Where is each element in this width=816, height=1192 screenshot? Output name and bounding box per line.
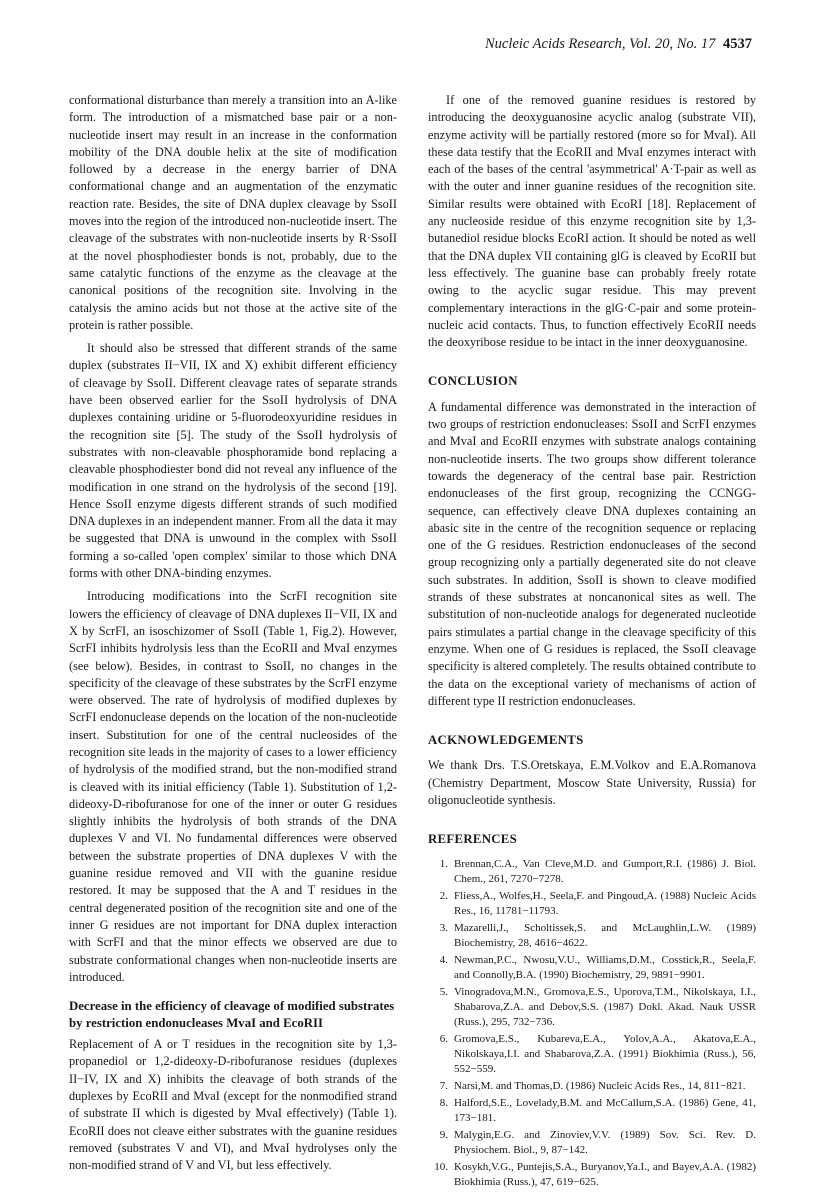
reference-text: Vinogradova,M.N., Gromova,E.S., Uporova,T.M., Nikolskaya, I.I., Shabarova,Z.A. and Debov,S.S. (1987) Dokl. Akad. Nauk USSR (Russ.), 295, 732−736. — [454, 985, 756, 1028]
reference-text: Halford,S.E., Lovelady,B.M. and McCallum,S.A. (1986) Gene, 41, 173−181. — [454, 1096, 756, 1124]
paragraph: conformational disturbance than merely a transition into an A-like form. The introduction of a mismatched base pair or a non-nucleotide insert may result in an increase in the conformation mobility of the DNA double helix at the site of modification followed by a decrease in the energy barrier of DNA conformational change and an augmentation of the enzymatic reaction rate. Besides, the site of DNA duplex cleavage by SsoII moves into the region of the introduced non-nucleotide insert. The cleavage of the substrates with non-nucleotide inserts by R·SsoII at the novel phosphodiester bonds is not, probably, due to the same catalytic functions of the enzyme as the cleavage at the canonical positions of the recognition site. Involving in the catalysis the amino acids but not those at the active site of the protein is rather possible. — [69, 93, 397, 332]
reference-item — [428, 889, 756, 919]
reference-item — [428, 953, 756, 983]
acknowledgements-text: We thank Drs. T.S.Oretskaya, E.M.Volkov and E.A.Romanova (Chemistry Department, Moscow State University, Russia) for oligonucleotide synthesis. — [428, 758, 756, 807]
references-heading: REFERENCES — [428, 832, 518, 847]
reference-number: 10. — [434, 1160, 448, 1173]
paragraph: If one of the removed guanine residues is restored by introducing the deoxyguanosine acyclic analog (substrate VII), enzyme activity will be partially restored (more so for MvaI). All these data testify that the EcoRII and MvaI enzymes interact with each of the bases of the central 'asymmetrical' A·T-pair as well as with the outer and inner guanine residues of the recognition site. Similar results were obtained with EcoRI [18]. Replacement of any nucleoside residue of this enzyme recognition site by 1,3-butanediol residue blocks EcoRI action. It should be noted as well that the DNA duplex VII containing glG is cleaved by EcoRII but less effectively. The guanine base can probably freely rotate owing to the acyclic sugar residue. This may prevent complementary interactions in the glG·C-pair and some protein-nucleic acid contacts. Thus, to function effectively EcoRII needs the deoxyribose residue to be intact in the inner deoxyguanosine. — [428, 93, 756, 350]
reference-number: 1. — [439, 857, 448, 870]
running-header — [485, 36, 752, 53]
reference-item — [428, 921, 756, 951]
reference-text: Mazarelli,J., Scholtissek,S. and McLaughlin,L.W. (1989) Biochemistry, 28, 4616−4622. — [454, 921, 756, 949]
conclusion-text: A fundamental difference was demonstrated in the interaction of two groups of restriction endonucleases: SsoII and ScrFI enzymes and MvaI and EcoRII enzymes with substrate analogs containing non-nucleotide inserts. The two groups show different tolerance towards the degeneracy of the central base pair. Restriction endonucleases of the first group, recognizing the CCNGG-sequence, can effectively cleave DNA duplexes containing an abasic site in the centre of the recognition sequence or replacing one of the G residues. Restriction endonucleases of the second group recognizing only a partially degenerated site do not cleave such substrates. In addition, SsoII is shown to cleave modified strands of these substrates at noncanonical sites as well. The substitution of non-nucleotide analogs for degenerated nucleotide pairs stimulates a partial change in the cleavage specificity of this enzyme. When one of G residues is replaced, the SsoII cleavage specificity is altered completely. The results obtained contribute to the data on the exceptional variety of mechanisms of action of different type II restriction endonucleases. — [428, 399, 756, 708]
reference-item — [428, 1160, 756, 1190]
reference-text: Fliess,A., Wolfes,H., Seela,F. and Pingoud,A. (1988) Nucleic Acids Res., 16, 11781−11793. — [454, 889, 756, 917]
reference-text: Newman,P.C., Nwosu,V.U., Williams,D.M., Cosstick,R., Seela,F. and Connolly,B.A. (1990) Biochemistry, 29, 9891−9901. — [454, 953, 756, 981]
reference-number: 9. — [439, 1128, 448, 1141]
reference-number: 6. — [439, 1032, 448, 1045]
page-number: 4537 — [723, 36, 752, 52]
reference-number: 7. — [439, 1079, 448, 1092]
reference-item — [428, 1128, 756, 1158]
reference-item — [428, 985, 756, 1030]
paragraph: Replacement of A or T residues in the recognition site by 1,3-propanediol or 1,2-dideoxy-D-ribofuranose residues (duplexes II−IV, IX and X) inhibits the cleavage of both strands of the duplexes by EcoRII and MvaI (except for the nonmodified strand of substrate II which is digested by MvaI effectively) (Table 1). EcoRII does not cleave either substrates with the guanine residues removed (substrates V and VI), and MvaI hydrolyses only the non-modified strand of V and VI, but less effectively. — [69, 1037, 397, 1173]
reference-text: Narsi,M. and Thomas,D. (1986) Nucleic Acids Res., 14, 811−821. — [454, 1079, 746, 1092]
left-column — [69, 92, 397, 1175]
reference-text: Kosykh,V.G., Puntejis,S.A., Buryanov,Ya.I., and Bayev,A.A. (1982) Biokhimia (Russ.), 47, 619−625. — [454, 1160, 756, 1188]
conclusion-heading: CONCLUSION — [428, 374, 518, 389]
acknowledgements-heading: ACKNOWLEDGEMENTS — [428, 733, 584, 748]
reference-text: Gromova,E.S., Kubareva,E.A., Yolov,A.A., Akatova,E.A., Nikolskaya,I.I. and Shabarova,Z.A. (1991) Biokhimia (Russ.), 56, 552−559. — [454, 1032, 756, 1075]
reference-item — [428, 857, 756, 887]
subsection-heading: Decrease in the efficiency of cleavage of modified substrates by restriction endonucleases MvaI and EcoRII — [69, 999, 395, 1031]
reference-number: 8. — [439, 1096, 448, 1109]
right-column — [428, 92, 756, 1192]
reference-number: 4. — [439, 953, 448, 966]
reference-text: Brennan,C.A., Van Cleve,M.D. and Gumport,R.I. (1986) J. Biol. Chem., 261, 7270−7278. — [454, 857, 756, 885]
reference-item — [428, 1096, 756, 1126]
reference-number: 2. — [439, 889, 448, 902]
reference-item — [428, 1079, 756, 1094]
paragraph: Introducing modifications into the ScrFI recognition site lowers the efficiency of cleavage of DNA duplexes II−VII, IX and X by ScrFI, an isoschizomer of SsoII (Table 1, Fig.2). However, ScrFI inhibits hydrolysis less than the EcoRII and MvaI enzymes (see below). Besides, in contrast to SsoII, no changes in the specificity of the cleavage of these substrates by the ScrFI enzyme were observed. The rate of hydrolysis of modified duplexes by ScrFI endonuclease depends on the location of the non-nucleotide insert. Substitution for one of the central nucleosides of the recognition site leads in the majority of cases to a lower efficiency of hydrolysis of the modified strand, but the non-modified strand is cleaved with its initial efficiency (Table 1). Substitution of 1,2-dideoxy-D-ribofuranose for one of the inner or outer G residues slightly inhibits the hydrolysis of both strands of the DNA duplexes V and VI. No fundamental differences were observed between the substrate properties of DNA duplexes V with the guanine residue removed and VII with the guanine residue restored. It may be supposed that the A and T residues in the central degenerated position of the recognition site and one of the inner G residues are not important for DNA duplex interaction with ScrFI and that the minor effects we observed are due to substrate conformational changes when non-nucleotide inserts are introduced. — [69, 589, 397, 984]
reference-number: 3. — [439, 921, 448, 934]
paragraph: It should also be stressed that different strands of the same duplex (substrates II−VII, IX and X) exhibit different efficiency of cleavage by SsoII. Different cleavage rates of separate strands have been observed earlier for the SsoII hydrolysis of DNA duplexes containing uridine or 5-fluorodeoxyuridine residues in the recognition site [5]. The study of the SsoII hydrolysis of substrates with non-cleavable phosphoramide bond replacing a cleavable phosphodiester bond did not reveal any influence of the modification in one strand on the hydrolysis of the second [19]. Hence SsoII enzyme digests different strands of such modified DNA duplexes in an independent manner. From all the data it may be suggested that DNA is unwound in the complex with SsoII forming a so-called 'open complex' similar to those which DNA forms with other DNA-binding enzymes. — [69, 341, 397, 581]
reference-number: 5. — [439, 985, 448, 998]
reference-list — [428, 857, 756, 1190]
reference-item — [428, 1032, 756, 1077]
journal-citation: Nucleic Acids Research, Vol. 20, No. 17 — [485, 36, 716, 52]
reference-text: Malygin,E.G. and Zinoviev,V.V. (1989) Sov. Sci. Rev. D. Physiochem. Biol., 9, 87−142. — [454, 1128, 756, 1156]
